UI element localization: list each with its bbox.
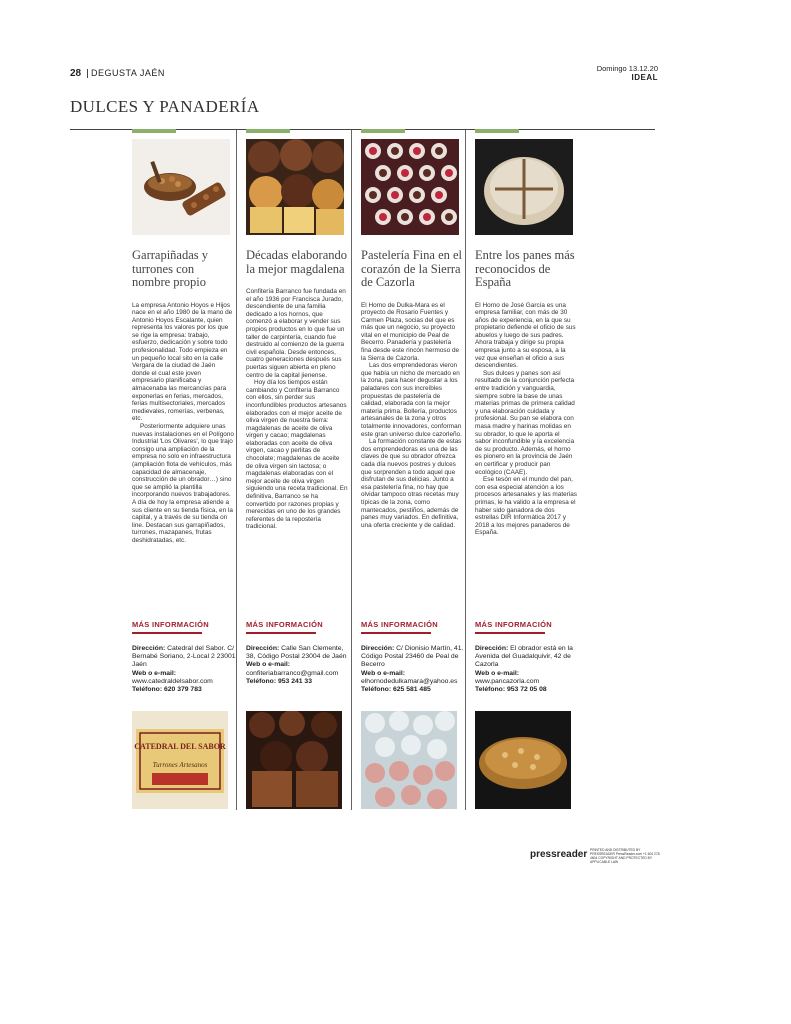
muffins-photo [246,139,344,235]
more-info-underline [132,632,202,634]
pressreader-fine-print: PRINTED AND DISTRIBUTED BY PRESSREADER PressReader.com +1 604 278 4604 COPYRIGHT AND PROTECTED BY APPLICABLE LAW [590,848,660,864]
article-paragraph: La empresa Antonio Hoyos e Hijos nace en el año 1980 de la mano de Antonio Hoyos Escalante, quien representa los valores por los que se rige la empresa: trabajo, esfuerzo, dedicación y sobre todo profesionalidad. Todo empieza en un pequeño local sito en la calle Vergara de la ciudad de Jaén donde el cual este joven empresario planificaba y almacenaba las mercancías para exponerlas en ferias, mercados, ferias multisectoriales, mercados medievales, romerías, verbenas, etc. [132,301,233,423]
article-paragraph: La formación constante de estas dos emprendedoras es una de las claves de que su obrador ofrezca cada día nuevos postres y dulces que sorprenden a todo aquel que disfrutan de sus delicias. Junto a esa pastelería fina, no hay que olvidar tampoco otras recetas muy típicas de la zona, como mantecados, pestiños, además de panes muy variados. En definitiva, una oferta creciente y de calidad. [361,438,462,529]
article-garrapinadas [132,129,234,545]
chocolate-muffins-photo [246,711,342,809]
phone-label: Teléfono: [475,686,506,694]
pressreader-logo: pressreader [530,849,588,860]
article-headline: Pastelería Fina en el corazón de la Sierra de Cazorla [361,248,463,289]
page-title: DULCES Y PANADERÍA [70,97,260,116]
article-headline: Garrapiñadas y turrones con nombre propio [132,248,209,289]
web-link[interactable]: confiteriabarranco@gmail.com [246,669,339,677]
article-magdalena [246,129,348,531]
web-label: Web o e-mail: [132,669,177,677]
article-headline: Décadas elaborando la mejor magdalena [246,248,347,276]
column-divider [351,130,352,810]
box-subtitle-text: Turrones Artesanos [152,761,208,769]
page-number: 28 [70,68,82,79]
accent-bar [361,129,405,133]
article-paragraph: Sus dulces y panes son así resultado de la conjunción perfecta entre tradición y vanguardia, siempre sobre la base de unas materias primas de primera calidad y una elaboración cuidada y profesional. Su pan se elabora con masa madre y harinas molidas en su obrador, lo que le aporta el sabor inconfundible y la excelencia de su producto. Además, el horno es pionero en la provincia de Jaén en certificar y producir pan ecológico (CAAE). [475,369,575,476]
column-divider [236,130,237,810]
accent-bar [132,129,176,133]
more-info-heading: MÁS INFORMACIÓN [132,620,209,629]
article-paragraph: El Horno de José García es una empresa familiar, con más de 30 años de experiencia, en la que su propietario defiende el oficio de sus abuelos y luego de sus padres. Ahora trabaja y dirige su propia empresa junto a su esposa, a la vez que enseñan el oficio a sus descendientes. [475,301,576,370]
contact-info [475,645,581,694]
phone-number: 953 72 05 08 [506,686,547,694]
address: Catedral del Sabor. C/ Bernabé Soriano, 2-Local 2 23001 Jaén [132,645,236,669]
address-label: Dirección: [361,645,395,652]
page-header [70,64,658,84]
phone-label: Teléfono: [132,686,163,694]
issue-date: Domingo 13.12.20 [596,64,658,73]
catedral-sabor-box-photo [132,711,228,809]
article-paragraph: Confitería Barranco fue fundada en el año 1936 por Francisca Jurado, descendiente de una familia dedicado a los hornos, que comenzó a elaborar y vender sus propios productos en lo que fue un taller de carpintería, cuando fue destruido al comienzo de la guerra civil española. Desde entonces, cuatro generaciones después sus puertas siguen abierta en pleno centro de la capital jienense. [246,288,346,379]
section-name: DEGUSTA JAÉN [87,69,165,78]
phone-label: Teléfono: [361,686,392,694]
more-info-heading: MÁS INFORMACIÓN [475,620,552,629]
contact-info [246,645,352,686]
article-body [132,302,234,545]
accent-bar [246,129,290,133]
article-pasteleria [361,129,463,529]
nuts-turron-photo [132,139,230,235]
article-paragraph: El Horno de Dulka-Mara es el proyecto de Rosario Fuentes y Carmen Plaza, socias del que es más que un negocio, su proyecto vital en el municipio de Peal de Becerro. Panadería y pastelería fina desde este rincón hermoso de la Sierra de Cazorla. [361,301,460,362]
address: Calle San Clemente, 38, Código Postal 23004 de Jaén [246,645,347,661]
box-brand-text: CATEDRAL DEL SABOR [134,742,226,751]
address-label: Dirección: [475,645,509,652]
article-paragraph: Ese tesón en el mundo del pan, con esa especial atención a los procesos artesanales y las materias primas, le ha valido a la empresa el haber sido ganadora de dos estrellas DIR Informática 2017 y 2018 a los mejores panaderos de España. [475,476,577,537]
sweets-assortment-photo [361,711,457,809]
phone-number: 625 581 485 [392,686,431,694]
rustic-bread-photo [475,711,571,809]
phone-label: Teléfono: [246,677,277,685]
newspaper-name: IDEAL [631,73,658,82]
address-label: Dirección: [132,645,166,652]
web-link[interactable]: elhornodedulkamara@yahoo.es [361,677,458,685]
phone-number: 953 241 33 [277,677,312,685]
article-paragraph: Las dos emprendedoras vieron que había un nicho de mercado en la zona, para hacer degustar a los paladares con sus increíbles propuestas de pastelería de calidad, elaborada con la mejor materia prima. Bollería, productos artesanales de la zona y otros totalmente innovadores, conforman este gran universo dulce cazorleño. [361,362,462,438]
bread-loaf-photo [475,139,573,235]
article-panes [475,129,577,537]
more-info-underline [361,632,431,634]
contact-info [132,645,238,694]
web-link[interactable]: www.catedraldelsabor.com [132,677,213,685]
more-info-heading: MÁS INFORMACIÓN [246,620,323,629]
article-headline: Entre los panes más reconocidos de España [475,248,575,289]
web-link[interactable]: www.pancazorla.com [475,677,540,685]
address: C/ Dionisio Martín, 41. Código Postal 23460 de Peal de Becerro [361,645,464,669]
article-body [475,302,577,537]
heart-pastries-photo [361,139,459,235]
more-info-underline [246,632,316,634]
web-label: Web o e-mail: [246,661,291,669]
column-divider [465,130,466,810]
contact-info [361,645,467,694]
web-label: Web o e-mail: [361,669,406,677]
pressreader-footer [530,848,660,864]
article-body [246,288,348,531]
phone-number: 620 379 783 [163,686,202,694]
article-paragraph: Hoy día los tiempos están cambiando y Confitería Barranco con ellos, sin perder sus inconfundibles productos artesanos elaborados con el mejor aceite de oliva virgen de nuestra tierra: magdalenas de aceite de oliva virgen y cacao; magdalenas elaboradas con aceite de oliva virgen, cacao y perlitas de chocolate; magdalenas de aceite de oliva virgen sin lactosa; o magdalenas elaboradas con el mejor aceite de oliva virgen siguiendo una receta tradicional. En definitiva, Barranco se ha convertido por razones propias y merecidas en uno de los grandes referentes de la repostería tradicional. [246,379,348,531]
article-body [361,302,463,530]
article-paragraph: Posteriormente adquiere unas nuevas instalaciones en el Polígono Industrial 'Los Olivares', lo que trajo consigo una ampliación de la empresa no solo en infraestructura (ampliación flota de vehículos, más capacidad de almacenaje, construcción de un obrador…) sino que se amplió la plantilla incorporando nuevos trabajadores. A día de hoy la empresa atiende a sus cliente en su tienda física, en la capital, y a través de su tienda on line. Destacan sus garrapiñados, turrones, mazapanes, frutas deshidratadas, etc. [132,423,234,544]
accent-bar [475,129,519,133]
more-info-heading: MÁS INFORMACIÓN [361,620,438,629]
issue-date-block [597,64,658,82]
address: El obrador está en la Avenida del Guadalquivir, 42 de Cazorla [475,645,573,669]
address-label: Dirección: [246,645,280,652]
more-info-underline [475,632,545,634]
web-label: Web o e-mail: [475,669,520,677]
